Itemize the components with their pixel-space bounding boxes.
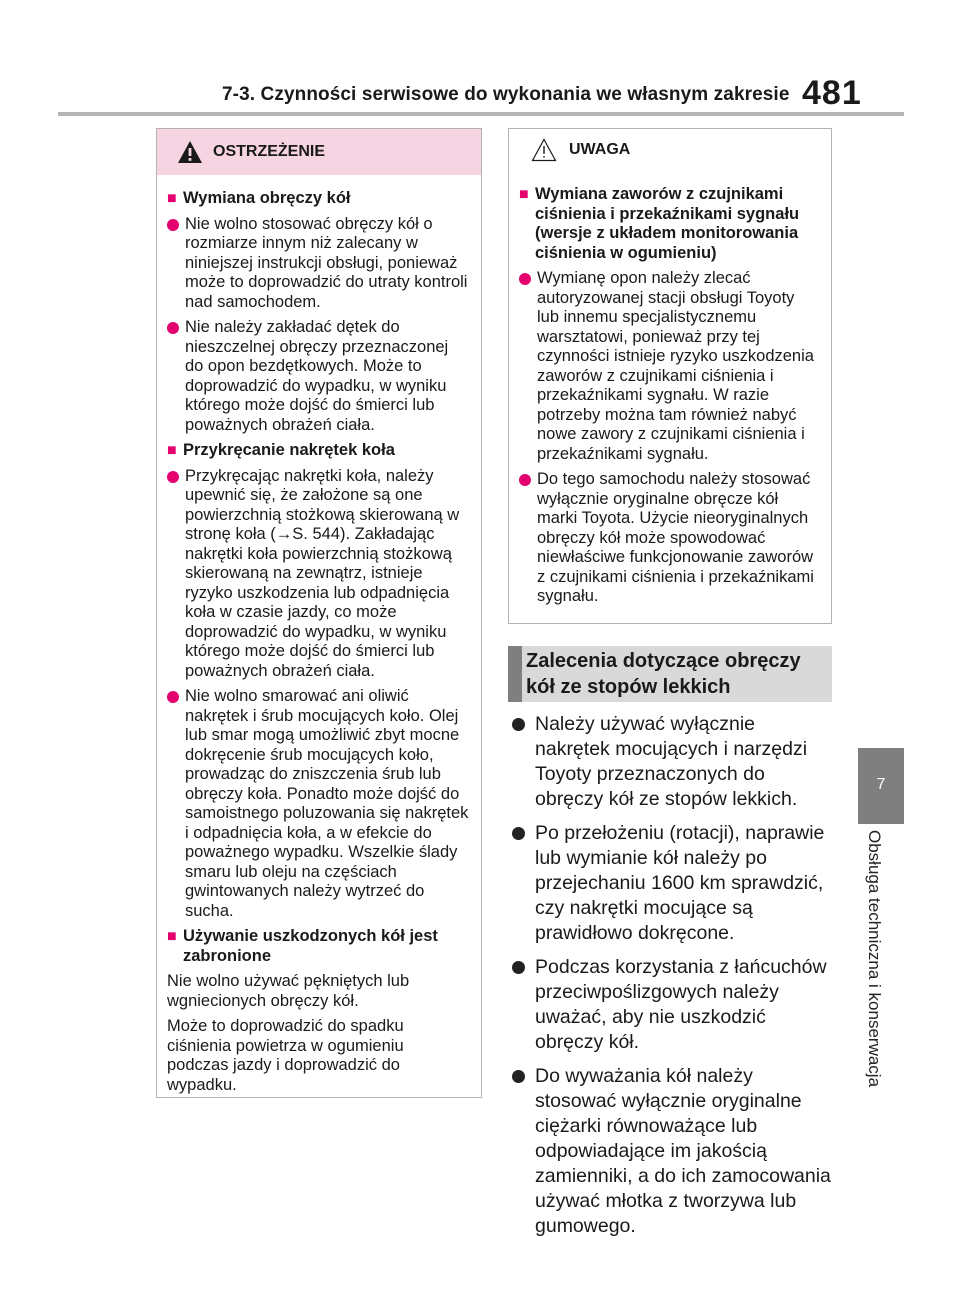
bullet-dot-icon [167, 322, 179, 334]
header-divider [58, 112, 904, 116]
note-bullet: Do tego samochodu należy stosować wyłącznie oryginalne obręcze kół marki Toyota. Użycie nieoryginalnych obręczy kół może spowodować niewłaściwe funkcjonowanie zaworów z czujnikami ciśnienia i przekaźnikami sygnału. [519, 470, 819, 607]
recommendation-list [512, 712, 834, 1248]
caution-triangle-icon [531, 138, 557, 162]
warning-content [157, 175, 481, 1095]
bullet-dot-icon [519, 474, 531, 486]
warning-section-title: ■ Wymiana obręczy kół [167, 189, 351, 207]
square-bullet-icon: ■ [167, 928, 177, 945]
bullet-dot-icon [512, 718, 525, 731]
warning-box [156, 128, 482, 1098]
note-section-title: ■ Wymiana zaworów z czujnikami ciśnienia i przekaźnikami sygnału (wersje z układem monitorowania ciśnienia w ogumieniu) [519, 185, 800, 262]
note-bullet: Wymianę opon należy zlecać autoryzowanej stacji obsługi Toyoty lub innemu specjalistycznemu warsztatowi, ponieważ przy tej czynności istnieje ryzyko uszkodzenia zaworów z czujnikami ciśnienia i przekaźnikami sygnału. W razie potrzeby można tam również nabyć nowe zawory z czujnikami ciśnienia i przekaźnikami sygnału. [519, 269, 819, 464]
warning-section-title: ■ Używanie uszkodzonych kół jest zabronione [167, 927, 438, 965]
bullet-dot-icon [167, 691, 179, 703]
bullet-dot-icon [167, 219, 179, 231]
bullet-dot-icon [519, 273, 531, 285]
chapter-side-label: Obsługa techniczna i konserwacja [865, 830, 884, 1088]
list-item: Po przełożeniu (rotacji), naprawie lub wymianie kół należy po przejechaniu 1600 km sprawdzić, czy nakrętki mocujące są prawidłowo dokręcone. [512, 821, 834, 946]
warning-bullet: Nie wolno smarować ani oliwić nakrętek i śrub mocujących koło. Olej lub smar mogą umożliwić zbyt mocne dokręcenie śrub mocujących koło, prowadząc do zniszczenia śrub lub obręczy koła. Ponadto może dojść do samoistnego poluzowania się nakrętek i odpadnięcia koła, a w efekcie do poważnego wypadku. Wszelkie ślady smaru lub oleju na częściach gwintowanych należy wytrzeć do sucha. [167, 687, 469, 921]
page-number: 481 [802, 74, 862, 112]
warning-paragraph: Może to doprowadzić do spadku ciśnienia powietrza w ogumieniu podczas jazdy i doprowadzić do wypadku. [167, 1017, 404, 1094]
warning-bullet: Nie wolno stosować obręczy kół o rozmiarze innym niż zalecany w niniejszej instrukcji obsługi, ponieważ może to doprowadzić do utraty kontroli nad samochodem. [167, 215, 469, 313]
list-item: Podczas korzystania z łańcuchów przeciwpoślizgowych należy uważać, aby nie uszkodzić obręczy kół. [512, 955, 834, 1055]
warning-bullet: Nie należy zakładać dętek do nieszczelnej obręczy przeznaczonej do opon bezdętkowych. Może to doprowadzić do wypadku, w wyniku którego może dojść do śmierci lub poważnych obrażeń ciała. [167, 318, 469, 435]
note-content [509, 171, 831, 607]
warning-bullet: Przykręcając nakrętki koła, należy upewnić się, że założone są one powierzchnią stożkową skierowaną w stronę koła (→S. 544). Zakładając nakrętki koła powierzchnią stożkową skierowaną na zewnątrz, istnieje ryzyko uszkodzenia lub odpadnięcia koła w czasie jazdy, co może doprowadzić do wypadku, w wyniku którego może dojść do śmierci lub poważnych obrażeń ciała. [167, 467, 469, 682]
square-bullet-icon: ■ [519, 186, 529, 203]
note-header [509, 129, 831, 171]
square-bullet-icon: ■ [167, 442, 177, 459]
note-box [508, 128, 832, 624]
list-item: Należy używać wyłącznie nakrętek mocujących i narzędzi Toyoty przeznaczonych do obręczy kół ze stopów lekkich. [512, 712, 834, 812]
chapter-title: 7-3. Czynności serwisowe do wykonania we własnym zakresie [222, 84, 790, 105]
warning-header [157, 129, 481, 175]
warning-paragraph: Nie wolno używać pękniętych lub wgniecionych obręczy kół. [167, 972, 410, 1010]
bullet-dot-icon [512, 827, 525, 840]
list-item: Do wyważania kół należy stosować wyłącznie oryginalne ciężarki równoważące lub odpowiadające im jakością zamienniki, a do ich zamocowania używać młotka z tworzywa lub gumowego. [512, 1064, 834, 1239]
bullet-dot-icon [512, 1070, 525, 1083]
warning-triangle-icon [177, 140, 203, 164]
bullet-dot-icon [512, 961, 525, 974]
bullet-dot-icon [167, 471, 179, 483]
square-bullet-icon: ■ [167, 190, 177, 207]
warning-title: OSTRZEŻENIE [213, 143, 326, 160]
section-heading: Zalecenia dotyczące obręczy kół ze stopów lekkich [508, 646, 832, 702]
chapter-tab: 7 [858, 748, 904, 824]
note-title: UWAGA [569, 141, 631, 158]
warning-section-title: ■ Przykręcanie nakrętek koła [167, 441, 395, 459]
